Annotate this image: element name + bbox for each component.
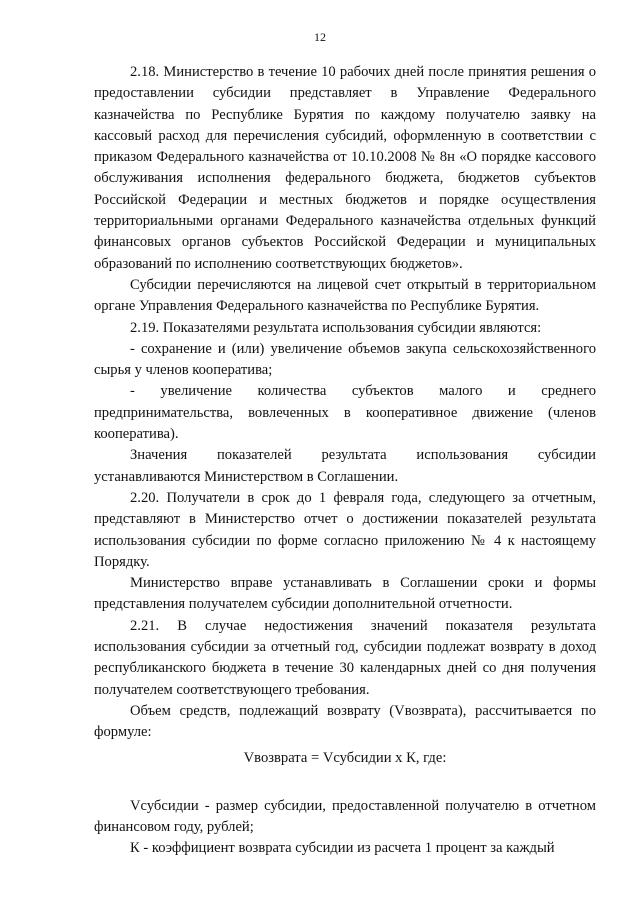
paragraph-additional-reporting: Министерство вправе устанавливать в Соглашении сроки и формы представления получателем субсидии дополнительной отчетности.	[94, 575, 596, 613]
paragraph-refund-formula-intro: Объем средств, подлежащий возврату (Vвозврата), рассчитывается по формуле:	[94, 702, 596, 741]
definition-refund-coefficient: К - коэффициент возврата субсидии из расчета 1 процент за каждый	[130, 840, 555, 857]
paragraph-subsidy-transfer: Субсидии перечисляются на лицевой счет открытый в территориальном органе Управления Федерального казначейства по Республике Бурятия.	[94, 276, 596, 315]
paragraph-2-21: 2.21. В случае недостижения значений показателя результата использования субсидии за отчетный год, субсидии подлежат возврату в доход республиканского бюджета в течение 30 календарных дней со дня получения получателем соответствующего требования.	[94, 617, 596, 698]
document-body	[94, 62, 596, 860]
paragraph-2-20: 2.20. Получатели в срок до 1 февраля года, следующего за отчетным, представляют в Министерство отчет о достижении показателей результата использования субсидии по форме согласно приложению № 4 к настоящему Порядку.	[94, 489, 596, 570]
paragraph-indicator-values: Значения показателей результата использования субсидии устанавливаются Министерством в Соглашении.	[94, 447, 596, 485]
list-item-sme-count: - увеличение количества субъектов малого и среднего предпринимательства, вовлеченных в кооперативное движение (членов кооператива).	[94, 383, 596, 443]
paragraph-2-19: 2.19. Показателями результата использования субсидии являются:	[130, 319, 542, 336]
list-item-purchase-volume: - сохранение и (или) увеличение объемов закупа сельскохозяйственного сырья у членов кооператива;	[94, 340, 596, 379]
paragraph-2-18: 2.18. Министерство в течение 10 рабочих дней после принятия решения о предоставлении субсидии представляет в Управление Федерального казначейства по Республике Бурятия по каждому получателю заявку на кассовый расход для перечисления субсидий, оформленную в соответствии с приказом Федерального казначейства от 10.10.2008 № 8н «О порядке кассового обслуживания исполнения федерального бюджета, бюджетов субъектов Российской Федерации и местных бюджетов и порядке осуществления территориальными органами Федерального казначейства отдельных функций финансовых органов субъектов Российской Федерации и муниципальных образований по исполнению соответствующих бюджетов».	[94, 64, 596, 272]
refund-formula: Vвозврата = Vсубсидии x К, где:	[243, 749, 447, 766]
definition-subsidy-amount: Vсубсидии - размер субсидии, предоставленной получателю в отчетном финансовом году, рублей;	[94, 797, 596, 836]
page-number: 12	[314, 30, 326, 44]
